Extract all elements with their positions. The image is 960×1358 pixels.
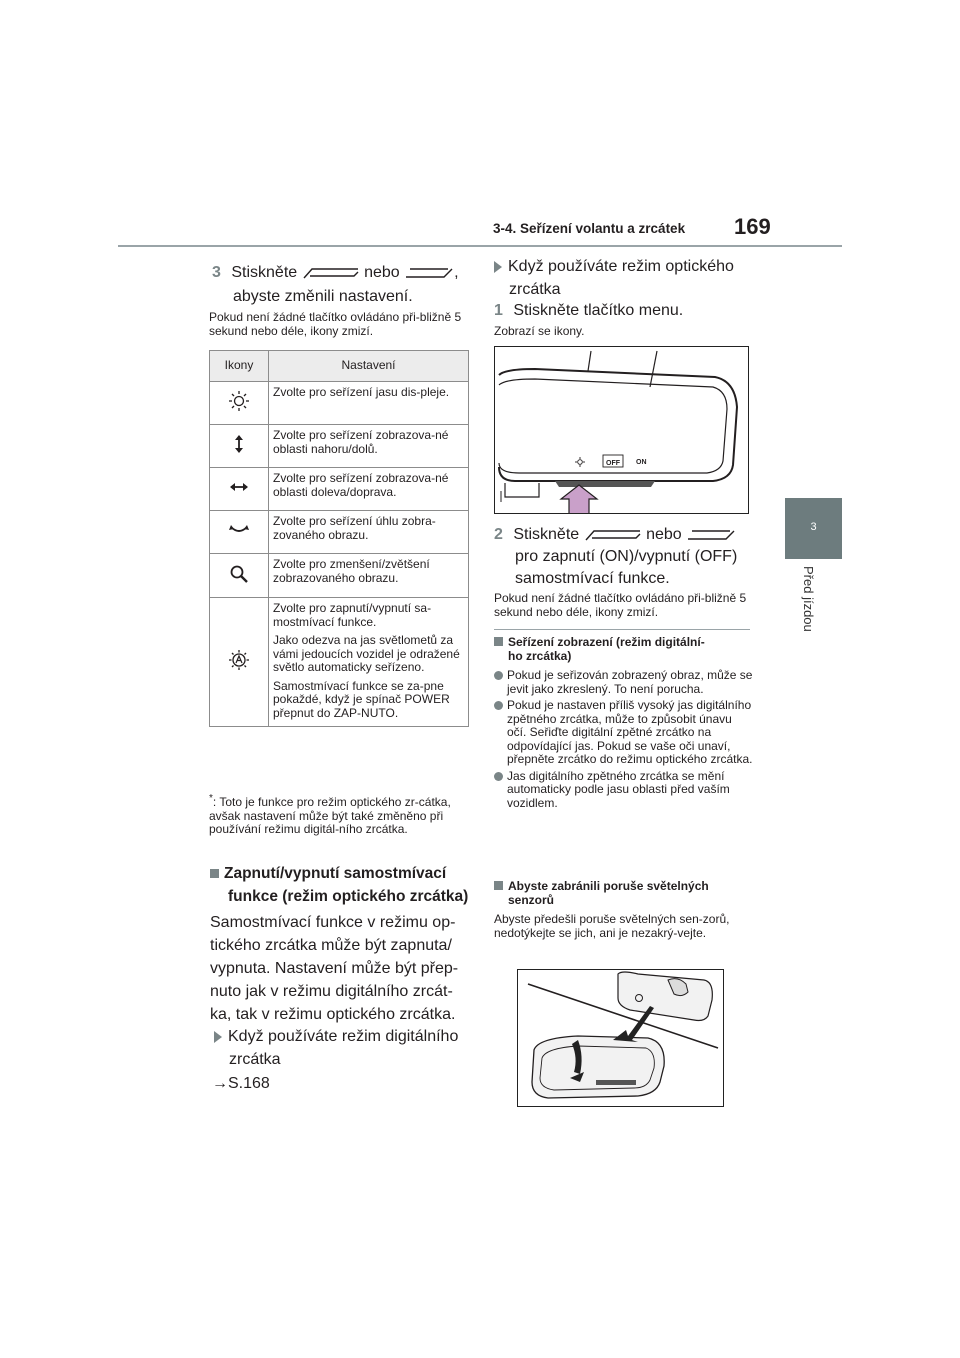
table-header-icons: Ikony [210, 351, 269, 382]
brightness-icon [210, 382, 269, 425]
square-bullet-icon [494, 637, 503, 646]
note-2: Pokud není žádné tlačítko ovládáno při-bližně 5 sekund nebo déle, ikony zmizí. [494, 591, 747, 619]
section-title: 3-4. Seřízení volantu a zrcátek [493, 221, 686, 236]
heading-digital-display [494, 636, 756, 663]
chapter-tab [785, 498, 842, 559]
step-number: 1 [494, 302, 503, 319]
step-1-note: Zobrazí se ikony. [494, 324, 585, 338]
left-arrow-button-icon [302, 266, 360, 280]
page-number: 169 [734, 214, 771, 239]
table-row-text: Zvolte pro seřízení jasu dis-pleje. [269, 382, 469, 425]
list-item-text: Pokud je nastaven příliš vysoký jas digitálního zpětného zrcátka, může to způsobit únavu očí. Seřiďte digitální zpětné zrcátko na odpovídající jas. Pokud se vaše oči unaví, přepněte zrcátko do režimu optického zrcátka. [507, 698, 753, 766]
step-text-c: pro zapnutí (ON)/vypnutí (OFF) [515, 548, 738, 565]
step-text-d: abyste změnili nastavení. [233, 288, 413, 305]
footnote-text: : Toto je funkce pro režim optického zr-cátka, avšak nastavení může být také změněno při používání režimu digitál-ního zrcátka. [209, 795, 451, 836]
subheading-line: Když používáte režim digitálního [228, 1028, 459, 1045]
subheading-optical [494, 255, 764, 301]
triangle-bullet-icon [494, 261, 502, 273]
chapter-label: Před jízdou [801, 566, 816, 632]
step-1 [494, 300, 764, 322]
vertical-arrow-icon [210, 425, 269, 468]
heading-line: ho zrcátka) [508, 648, 572, 663]
table-row-text: Zvolte pro zmenšení/zvětšení zobrazovaného obrazu. [269, 554, 469, 598]
subheading-line: Když používáte režim optického [508, 258, 734, 275]
heading-line: Abyste zabránili poruše světelných [508, 879, 709, 893]
press-arrow-icon [561, 485, 597, 513]
body-line: vypnuta. Nastavení může být přep- [210, 960, 459, 977]
triangle-bullet-icon [214, 1031, 222, 1043]
header-rule [118, 245, 842, 247]
step-3 [212, 262, 482, 308]
square-bullet-icon [494, 881, 503, 890]
auto-dimming-icon [210, 598, 269, 727]
heading-light-sensors [494, 880, 756, 907]
heading-auto-dimming [210, 862, 480, 908]
list-item [494, 770, 754, 811]
step-text-d: samostmívací funkce. [515, 570, 670, 587]
icons-table [209, 350, 469, 727]
divider [494, 629, 750, 630]
body-light-sensors: Abyste předešli poruše světelných sen-zorů, nedotýkejte se jich, ani je nezakrý-vejte. [494, 912, 730, 940]
subheading-line: zrcátka [229, 1051, 281, 1068]
list-item [494, 669, 754, 696]
heading-line: Zapnutí/vypnutí samostmívací [224, 865, 447, 882]
body-line: ka, tak v režimu optického zrcátka. [210, 1006, 456, 1023]
step-text-c: , [454, 264, 459, 281]
table-header-settings: Nastavení [269, 351, 469, 382]
step-text-b: nebo [646, 526, 682, 543]
step-number: 2 [494, 526, 503, 543]
note-1: Pokud není žádné tlačítko ovládáno při-bližně 5 sekund nebo déle, ikony zmizí. [209, 310, 462, 338]
heading-line: senzorů [508, 892, 555, 907]
mirror-sensors-illustration [517, 969, 724, 1107]
zoom-icon [210, 554, 269, 598]
step-number: 3 [212, 264, 221, 281]
table-row-text: Zvolte pro seřízení zobrazova-né oblasti doleva/doprava. [269, 468, 469, 511]
off-label: OFF [606, 460, 620, 467]
table-row-text: Zvolte pro seřízení úhlu zobra-zovaného obrazu. [269, 511, 469, 554]
body-paragraph [210, 911, 480, 1026]
table-paragraph: Jako odezva na jas světlometů za vámi jedoucích vozidel je odražené světlo automaticky seřízeno. [273, 633, 460, 674]
body-line: nuto jak v režimu digitálního zrcát- [210, 983, 453, 1000]
dot-bullet-icon [494, 772, 503, 781]
dot-bullet-icon [494, 671, 503, 680]
left-arrow-button-icon [584, 528, 642, 542]
footnote-mark: * [209, 793, 213, 804]
mirror-buttons-illustration [494, 346, 749, 514]
list-item-text: Pokud je seřizován zobrazený obraz, může se jevit jako zkreslený. To není porucha. [507, 668, 753, 696]
right-arrow-button-icon [404, 266, 454, 280]
step-text-b: nebo [364, 264, 400, 281]
subheading-line: zrcátka [509, 281, 561, 298]
sensors-drawing [518, 970, 723, 1106]
bullet-list [494, 669, 754, 810]
brightness-icon [575, 457, 585, 467]
body-line: Samostmívací funkce v režimu op- [210, 914, 456, 931]
horizontal-arrow-icon [210, 468, 269, 511]
list-item-text: Jas digitálního zpětného zrcátka se mění automaticky podle jasu oblasti před vaším vozidlem. [507, 768, 730, 810]
table-row-text-multi [269, 598, 469, 727]
tilt-icon [210, 511, 269, 554]
square-bullet-icon [210, 869, 219, 878]
heading-line: funkce (režim optického zrcátka) [228, 888, 469, 905]
chapter-number: 3 [810, 521, 817, 533]
mirror-drawing [495, 347, 748, 513]
table-row-text: Zvolte pro seřízení zobrazova-né oblasti nahoru/dolů. [269, 425, 469, 468]
heading-line: Seřízení zobrazení (režim digitální- [508, 635, 705, 649]
footnote [209, 792, 471, 837]
step-text: Stiskněte tlačítko menu. [513, 302, 684, 319]
table-paragraph: Zvolte pro zapnutí/vypnutí sa-mostmívací funkce. [273, 601, 432, 629]
step-text-a: Stiskněte [513, 526, 580, 543]
page-reference-link[interactable]: →S.168 [212, 1075, 270, 1092]
on-label: ON [636, 459, 647, 466]
step-2 [494, 524, 764, 590]
dot-bullet-icon [494, 701, 503, 710]
list-item [494, 699, 754, 767]
right-arrow-button-icon [686, 528, 736, 542]
body-line: tického zrcátka může být zapnuta/ [210, 937, 452, 954]
subheading-digital [214, 1025, 484, 1071]
table-paragraph: Samostmívací funkce se za-pne pokaždé, když je spínač POWER přepnut do ZAP-NUTO. [273, 678, 450, 720]
step-text-a: Stiskněte [231, 264, 298, 281]
